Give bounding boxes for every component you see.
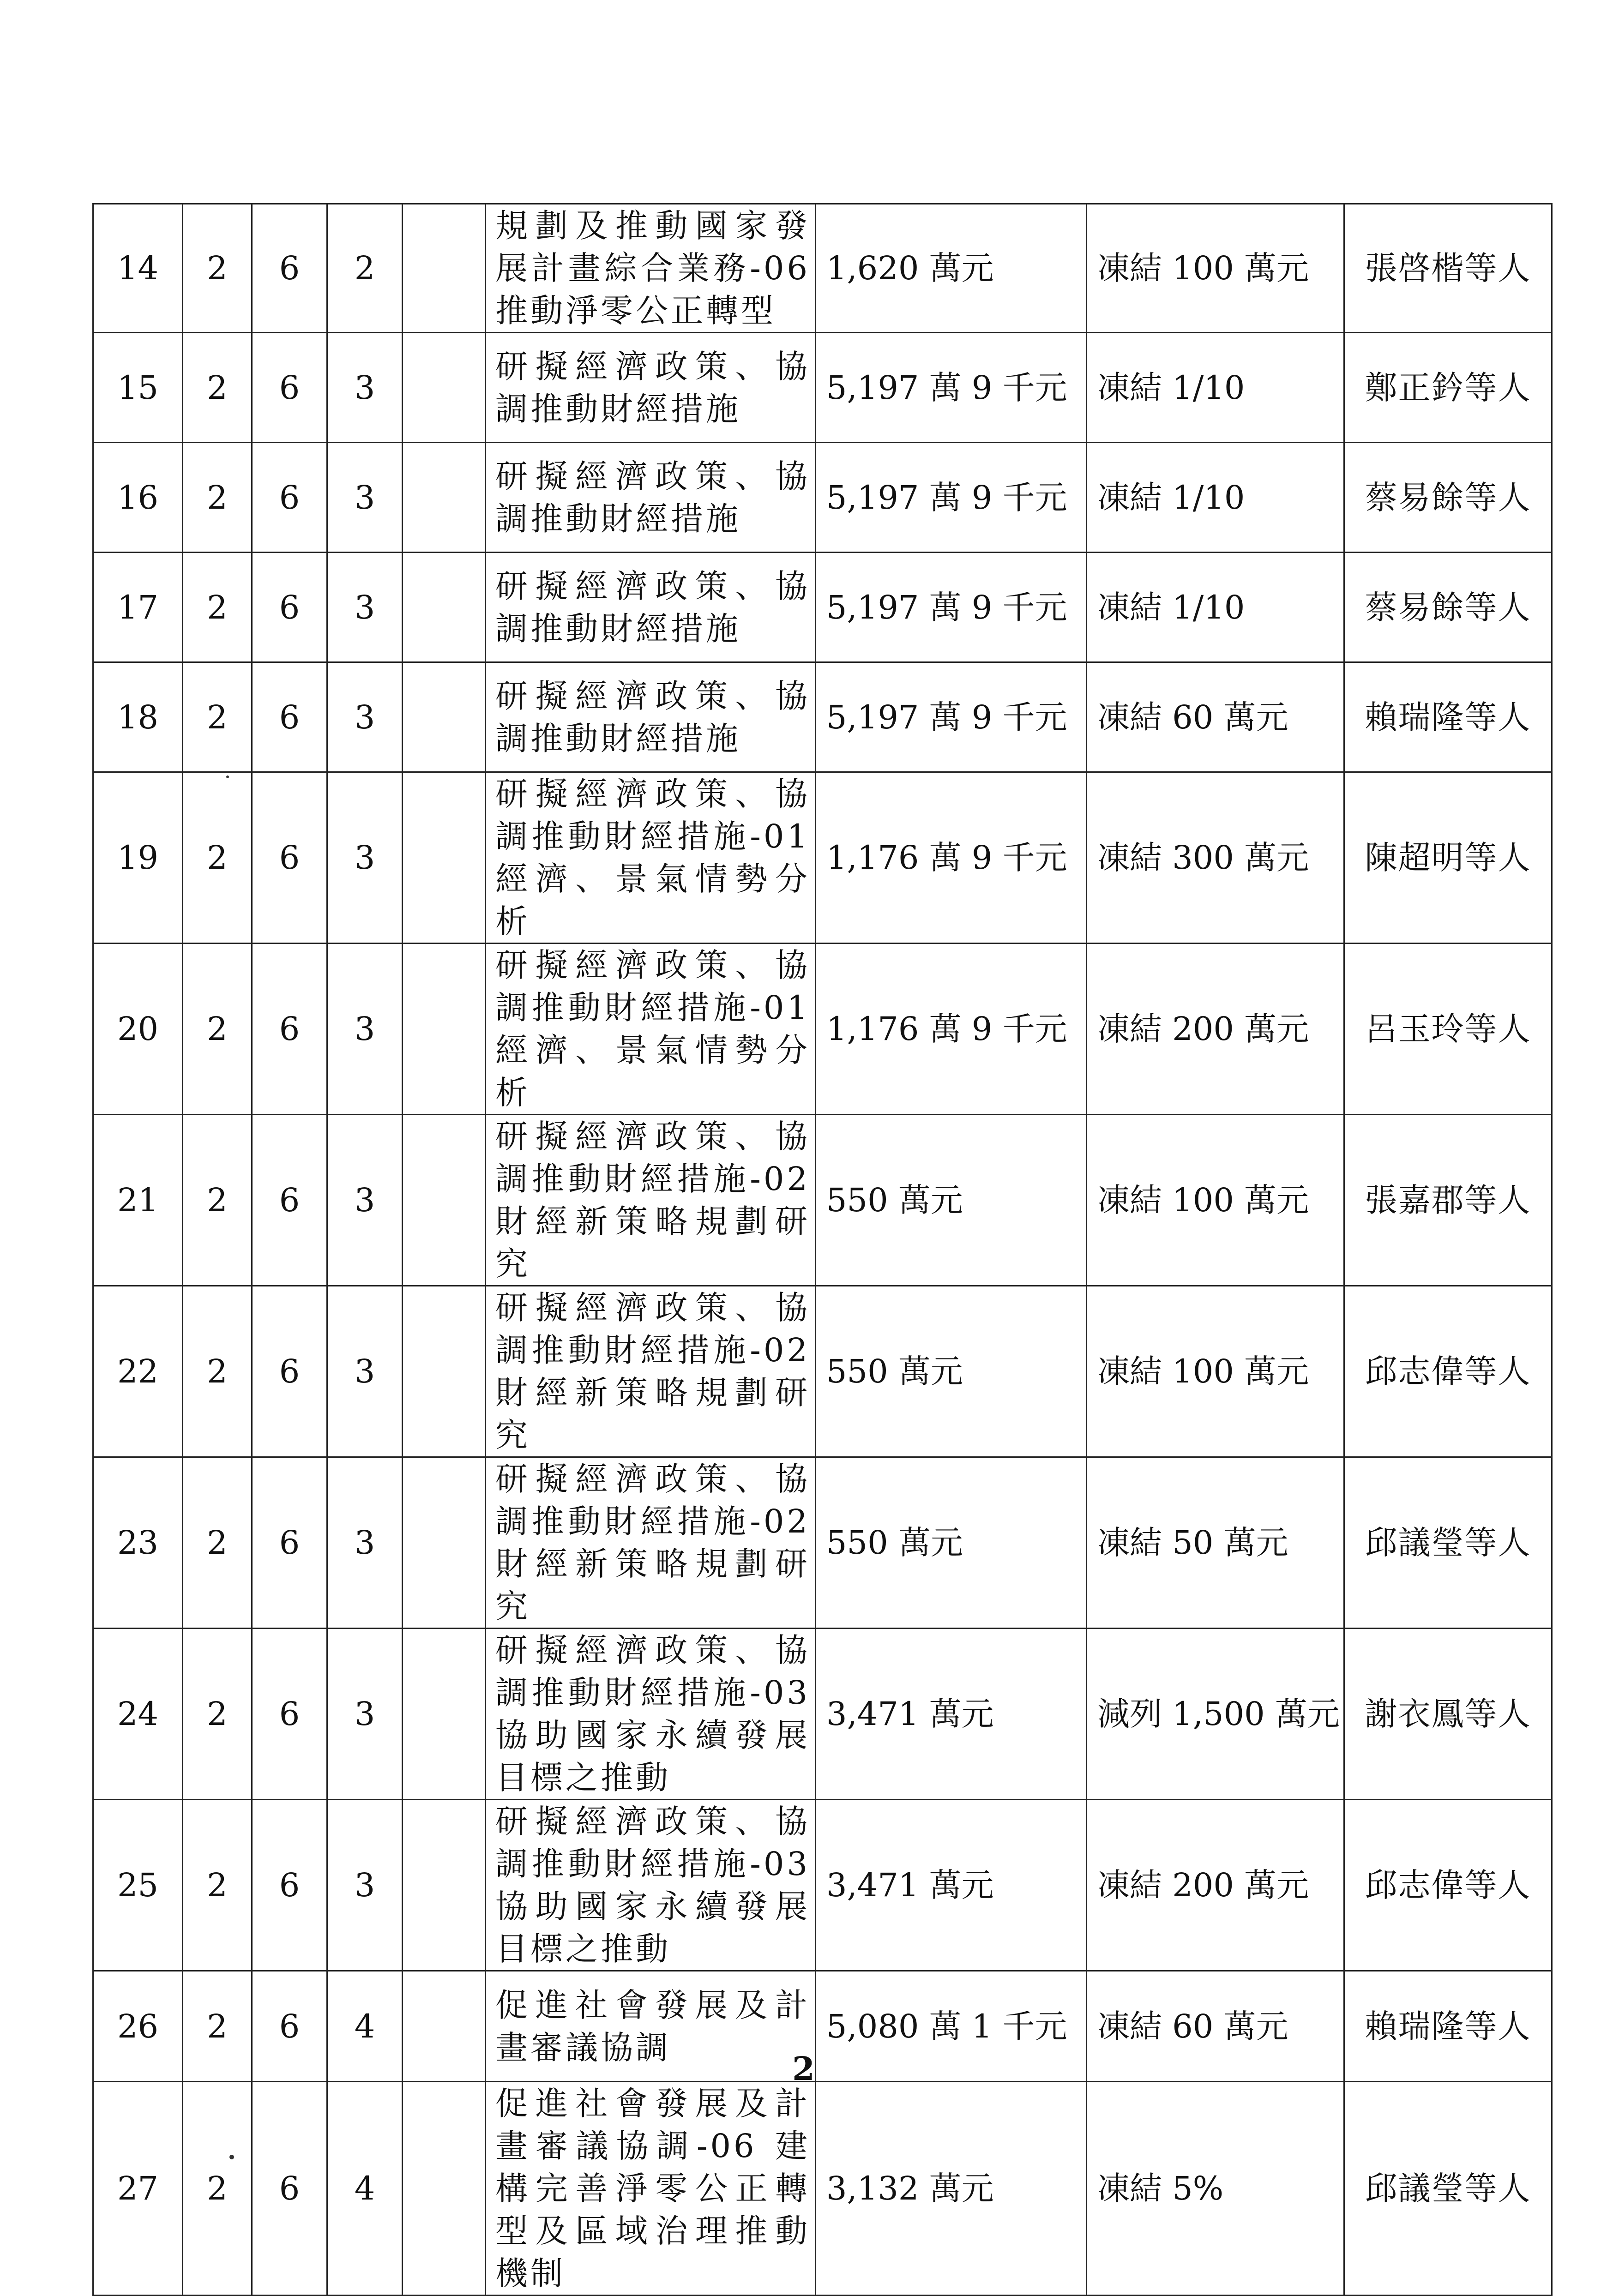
proposed-action: 凍結 5% [1087, 2082, 1344, 2296]
proposed-action: 凍結 1/10 [1087, 553, 1344, 662]
code-2: 6 [252, 2082, 327, 2296]
code-3: 2 [327, 204, 403, 333]
proposed-action: 凍結 300 萬元 [1087, 772, 1344, 944]
table-row [93, 333, 1552, 443]
code-3: 3 [327, 553, 403, 662]
code-1: 2 [183, 662, 252, 772]
row-number: 21 [93, 1115, 183, 1286]
budget-amount: 5,197 萬 9 千元 [816, 553, 1087, 662]
proposers: 賴瑞隆等人 [1344, 1971, 1552, 2082]
row-number: 27 [93, 2082, 183, 2296]
code-3: 3 [327, 1457, 403, 1629]
budget-table [92, 203, 1553, 2296]
scan-speck [226, 775, 229, 778]
table-row [93, 772, 1552, 944]
table-row [93, 443, 1552, 553]
code-1: 2 [183, 1115, 252, 1286]
row-number: 15 [93, 333, 183, 443]
code-1: 2 [183, 1800, 252, 1971]
proposers: 謝衣鳳等人 [1344, 1629, 1552, 1800]
proposers: 張嘉郡等人 [1344, 1115, 1552, 1286]
code-2: 6 [252, 1115, 327, 1286]
row-number: 20 [93, 944, 183, 1115]
proposers: 呂玉玲等人 [1344, 944, 1552, 1115]
code-4 [403, 443, 486, 553]
code-1: 2 [183, 553, 252, 662]
code-4 [403, 944, 486, 1115]
budget-amount: 3,132 萬元 [816, 2082, 1087, 2296]
table-row [93, 204, 1552, 333]
proposers: 張啓楷等人 [1344, 204, 1552, 333]
code-2: 6 [252, 1800, 327, 1971]
code-1: 2 [183, 443, 252, 553]
code-2: 6 [252, 204, 327, 333]
budget-amount: 550 萬元 [816, 1286, 1087, 1457]
row-number: 16 [93, 443, 183, 553]
code-1: 2 [183, 772, 252, 944]
budget-amount: 5,080 萬 1 千元 [816, 1971, 1087, 2082]
item-description: 研擬經濟政策、協調推動財經措施-03 協助國家永續發展目標之推動 [486, 1629, 816, 1800]
budget-amount: 550 萬元 [816, 1457, 1087, 1629]
table-body [93, 204, 1552, 2296]
proposed-action: 凍結 100 萬元 [1087, 1286, 1344, 1457]
code-3: 3 [327, 1800, 403, 1971]
code-1: 2 [183, 1286, 252, 1457]
budget-amount: 5,197 萬 9 千元 [816, 333, 1087, 443]
proposers: 邱議瑩等人 [1344, 2082, 1552, 2296]
proposed-action: 凍結 200 萬元 [1087, 944, 1344, 1115]
row-number: 14 [93, 204, 183, 333]
proposers: 陳超明等人 [1344, 772, 1552, 944]
budget-amount: 1,620 萬元 [816, 204, 1087, 333]
table-row [93, 553, 1552, 662]
proposers: 蔡易餘等人 [1344, 553, 1552, 662]
item-description: 研擬經濟政策、協調推動財經措施-01 經濟、景氣情勢分析 [486, 944, 816, 1115]
scan-speck [229, 2155, 234, 2159]
table-row [93, 1629, 1552, 1800]
proposed-action: 凍結 60 萬元 [1087, 1971, 1344, 2082]
item-description: 研擬經濟政策、協調推動財經措施-03 協助國家永續發展目標之推動 [486, 1800, 816, 1971]
proposed-action: 凍結 100 萬元 [1087, 204, 1344, 333]
table-row [93, 944, 1552, 1115]
table-row [93, 1286, 1552, 1457]
row-number: 22 [93, 1286, 183, 1457]
code-3: 4 [327, 1971, 403, 2082]
code-1: 2 [183, 333, 252, 443]
code-4 [403, 1800, 486, 1971]
code-2: 6 [252, 944, 327, 1115]
item-description: 研擬經濟政策、協調推動財經措施-02 財經新策略規劃研究 [486, 1115, 816, 1286]
page-number: 2 [792, 2050, 815, 2088]
code-4 [403, 1457, 486, 1629]
proposed-action: 凍結 1/10 [1087, 443, 1344, 553]
code-2: 6 [252, 553, 327, 662]
code-3: 3 [327, 662, 403, 772]
proposers: 賴瑞隆等人 [1344, 662, 1552, 772]
code-1: 2 [183, 1971, 252, 2082]
code-1: 2 [183, 2082, 252, 2296]
proposed-action: 減列 1,500 萬元 [1087, 1629, 1344, 1800]
code-1: 2 [183, 1457, 252, 1629]
budget-amount: 3,471 萬元 [816, 1800, 1087, 1971]
table-row [93, 1800, 1552, 1971]
budget-amount: 1,176 萬 9 千元 [816, 772, 1087, 944]
budget-amount: 1,176 萬 9 千元 [816, 944, 1087, 1115]
budget-amount: 5,197 萬 9 千元 [816, 443, 1087, 553]
code-1: 2 [183, 1629, 252, 1800]
code-2: 6 [252, 1629, 327, 1800]
code-3: 3 [327, 1115, 403, 1286]
code-4 [403, 1629, 486, 1800]
table-row [93, 662, 1552, 772]
row-number: 26 [93, 1971, 183, 2082]
table-row [93, 1457, 1552, 1629]
item-description: 規劃及推動國家發展計畫綜合業務-06推動淨零公正轉型 [486, 204, 816, 333]
proposers: 邱志偉等人 [1344, 1800, 1552, 1971]
code-3: 3 [327, 443, 403, 553]
item-description: 研擬經濟政策、協調推動財經措施 [486, 333, 816, 443]
code-2: 6 [252, 1457, 327, 1629]
code-3: 3 [327, 1286, 403, 1457]
code-2: 6 [252, 1971, 327, 2082]
code-4 [403, 333, 486, 443]
code-2: 6 [252, 443, 327, 553]
code-4 [403, 553, 486, 662]
code-4 [403, 662, 486, 772]
item-description: 促進社會發展及計畫審議協調 [486, 1971, 816, 2082]
budget-amount: 5,197 萬 9 千元 [816, 662, 1087, 772]
item-description: 促進社會發展及計畫審議協調-06 建構完善淨零公正轉型及區域治理推動機制 [486, 2082, 816, 2296]
code-4 [403, 772, 486, 944]
row-number: 19 [93, 772, 183, 944]
proposed-action: 凍結 100 萬元 [1087, 1115, 1344, 1286]
proposed-action: 凍結 60 萬元 [1087, 662, 1344, 772]
code-2: 6 [252, 662, 327, 772]
code-3: 3 [327, 944, 403, 1115]
row-number: 23 [93, 1457, 183, 1629]
proposed-action: 凍結 50 萬元 [1087, 1457, 1344, 1629]
row-number: 17 [93, 553, 183, 662]
item-description: 研擬經濟政策、協調推動財經措施-02 財經新策略規劃研究 [486, 1286, 816, 1457]
row-number: 18 [93, 662, 183, 772]
code-1: 2 [183, 944, 252, 1115]
proposed-action: 凍結 200 萬元 [1087, 1800, 1344, 1971]
item-description: 研擬經濟政策、協調推動財經措施-02 財經新策略規劃研究 [486, 1457, 816, 1629]
proposers: 邱志偉等人 [1344, 1286, 1552, 1457]
table-row [93, 1115, 1552, 1286]
table-row [93, 2082, 1552, 2296]
proposed-action: 凍結 1/10 [1087, 333, 1344, 443]
code-3: 4 [327, 2082, 403, 2296]
item-description: 研擬經濟政策、協調推動財經措施-01 經濟、景氣情勢分析 [486, 772, 816, 944]
code-4 [403, 204, 486, 333]
code-4 [403, 1115, 486, 1286]
code-1: 2 [183, 204, 252, 333]
code-2: 6 [252, 1286, 327, 1457]
code-4 [403, 1286, 486, 1457]
code-2: 6 [252, 772, 327, 944]
proposers: 邱議瑩等人 [1344, 1457, 1552, 1629]
code-4 [403, 2082, 486, 2296]
budget-amount: 550 萬元 [816, 1115, 1087, 1286]
row-number: 25 [93, 1800, 183, 1971]
code-3: 3 [327, 1629, 403, 1800]
item-description: 研擬經濟政策、協調推動財經措施 [486, 553, 816, 662]
proposers: 鄭正鈐等人 [1344, 333, 1552, 443]
row-number: 24 [93, 1629, 183, 1800]
item-description: 研擬經濟政策、協調推動財經措施 [486, 662, 816, 772]
code-2: 6 [252, 333, 327, 443]
code-3: 3 [327, 772, 403, 944]
proposers: 蔡易餘等人 [1344, 443, 1552, 553]
item-description: 研擬經濟政策、協調推動財經措施 [486, 443, 816, 553]
budget-amount: 3,471 萬元 [816, 1629, 1087, 1800]
code-3: 3 [327, 333, 403, 443]
